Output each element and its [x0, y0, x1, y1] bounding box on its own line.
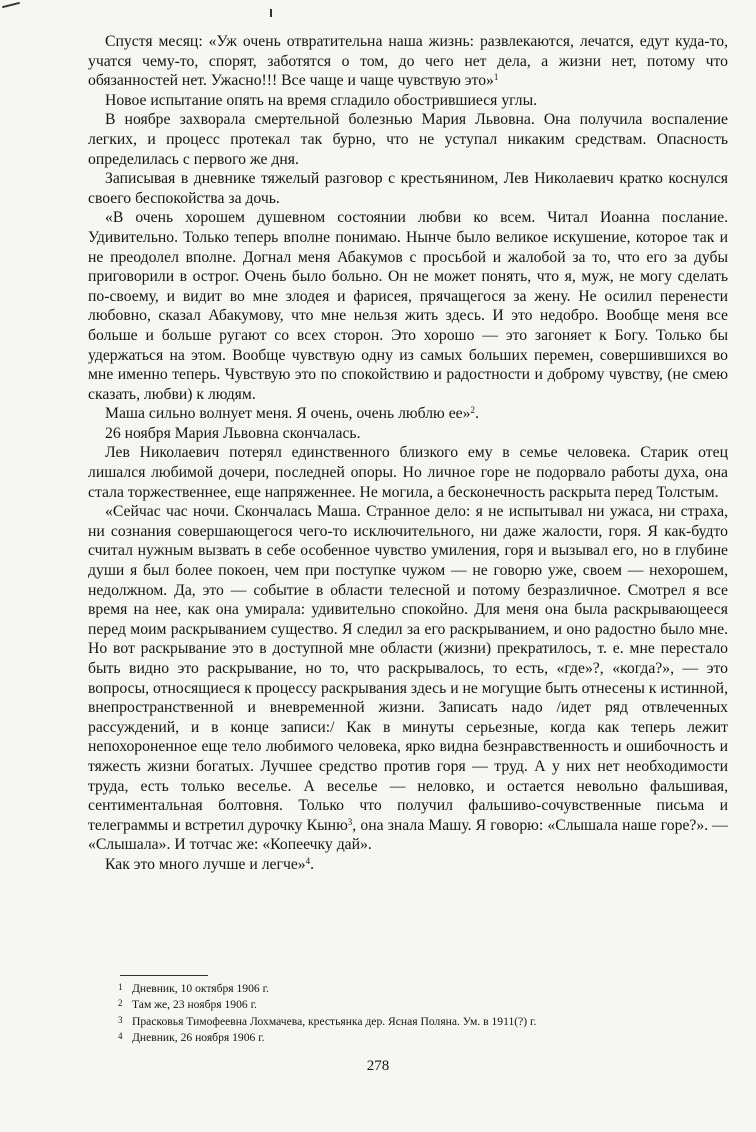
footnote-number: 4	[118, 1031, 123, 1042]
footnote	[88, 980, 728, 996]
paragraph-text: В ноябре захворала смертельной болезнью Мария Львовна. Она получила воспаление легких, и процесс протекал так бурно, что не уступал никаким средствам. Опасность определилась с первого же дня.	[88, 111, 728, 168]
scan-mark	[2, 2, 20, 8]
footnote-divider	[120, 975, 208, 976]
paragraph-tail: .	[474, 405, 479, 423]
paragraph	[88, 502, 728, 855]
footnotes	[88, 980, 728, 1046]
footnote-text: Там же, 23 ноября 1906 г.	[132, 998, 257, 1012]
body-text	[88, 32, 728, 875]
paragraph-text: Лев Николаевич потерял единственного близкого ему в семье человека. Старик отец лишался любимой дочери, последней опоры. Но личное горе не подорвало работы духа, она стала торжественнее, еще напряженнее. Не могила, а бесконечность раскрыта перед Толстым.	[88, 444, 728, 501]
footnote-number: 2	[118, 998, 123, 1009]
footnote	[88, 996, 728, 1012]
paragraph-text: «Сейчас час ночи. Скончалась Маша. Странное дело: я не испытывал ни ужаса, ни страха, ни сознания совершающегося чего-то исключительного, ни даже жалости, горя. Я как-будто считал нужным вызвать в себе особенное чувство умиления, горя и вызывал его, но в глубине души я был более покоен, чем при поступке чужом — не говорю уже, своем — нехорошем, недолжном. Да, это — событие в области телесной и потому безразличное. Смотрел я все время на нее, как она умирала: удивительно спокойно. Для меня она была раскрывающееся перед моим раскрыванием существо. Я следил за его раскрыванием, и оно радостно было мне. Но вот раскрывание это в доступной мне области (жизни) прекратилось, т. е. мне перестало быть видно это раскрывание, но то, что раскрывалось, то есть, «где»?, «когда?», — это вопросы, относящиеся к процессу раскрывания здесь и не могущие быть отнесены к истинной, внепространственной и вневременной жизни. Записать надо /идет ряд отвлеченных рассуждений, и в конце записи:/ Как в минуты серьезные, когда как теперь лежит непохороненное еще тело любимого человека, ярко видна безнравственность и ошибочность и тяжесть жизни богатых. Лучшее средство против горя — труд. А у них нет необходимости труда, есть только веселье. А веселье — неловко, и остается невольно фальшивая, сентиментальная болтовня. Только что получил фальшиво-сочувственные письма и телеграммы и встретил дурочку Кыню	[88, 503, 728, 834]
paragraph	[88, 169, 728, 208]
paragraph	[88, 855, 728, 875]
footnote-number: 3	[118, 1014, 123, 1025]
paragraph-text: Маша сильно волнует меня. Я очень, очень люблю ее»	[105, 405, 471, 423]
footnote-text: Прасковья Тимофеевна Лохмачева, крестьянка дер. Ясная Поляна. Ум. в 1911(?) г.	[132, 1014, 537, 1028]
paragraph-tail: , она знала Машу. Я говорю: «Слышала наше горе?». — «Слышала». И тотчас же: «Копеечку дай».	[88, 816, 728, 854]
footnote-number: 1	[118, 982, 123, 992]
page-number: 278	[366, 1058, 390, 1074]
paragraph-text: Спустя месяц: «Уж очень отвратительна наша жизнь: развлекаются, лечатся, едут куда-то, учатся чему-то, спорят, заботятся о том, до чего нет дела, а жизни нет, потому что обязанностей нет. Ужасно!!! Все чаще и чаще чувствую это»	[88, 33, 728, 90]
footnote-ref: 3	[347, 816, 353, 827]
footnote	[88, 1029, 728, 1045]
paragraph	[88, 443, 728, 502]
footnote	[88, 1013, 728, 1029]
paragraph	[88, 424, 728, 444]
paragraph	[88, 404, 728, 424]
footnote-text: Дневник, 10 октября 1906 г.	[132, 982, 269, 995]
paragraph-text: 26 ноября Мария Львовна скончалась.	[105, 424, 361, 442]
paragraph	[88, 91, 728, 111]
paragraph-text: Новое испытание опять на время сгладило обострившиеся углы.	[105, 91, 538, 109]
paragraph	[88, 32, 728, 91]
paragraph	[88, 208, 728, 404]
footnote-text: Дневник, 26 ноября 1906 г.	[132, 1031, 265, 1045]
paragraph-tail: .	[310, 855, 315, 873]
footnote-ref: 2	[470, 405, 475, 416]
paragraph	[88, 110, 728, 169]
paragraph-text: Записывая в дневнике тяжелый разговор с крестьянином, Лев Николаевич кратко коснулся своего беспокойства за дочь.	[88, 170, 728, 207]
paragraph-text: Как это много лучше и легче»	[105, 855, 306, 873]
footnote-ref: 1	[493, 72, 499, 83]
scan-mark	[270, 9, 272, 17]
paragraph-text: «В очень хорошем душевном состоянии любви ко всем. Читал Иоанна послание. Удивительно. Только теперь вполне понимаю. Нынче было великое искушение, которое так и не преодолел вполне. Догнал меня Абакумов с просьбой и жалобой за то, что его за дубы приговорили в острог. Очень было больно. Он не может понять, что я, муж, не могу сделать по-своему, и видит во мне злодея и фарисея, прячащегося за жену. Не осилил перенести любовно, сказал Абакумову, что мне нельзя жить здесь. И это недобро. Вообще меня все больше и больше ругают со всех сторон. Это хорошо — это загоняет к Богу. Только бы удержаться на этом. Вообще чувствую одну из самых больших перемен, совершившихся во мне именно теперь. Чувствую это по спокойствию и радостности и доброму чувству, (не смею сказать, любви) к людям.	[88, 209, 728, 403]
footnote-ref: 4	[305, 855, 311, 866]
